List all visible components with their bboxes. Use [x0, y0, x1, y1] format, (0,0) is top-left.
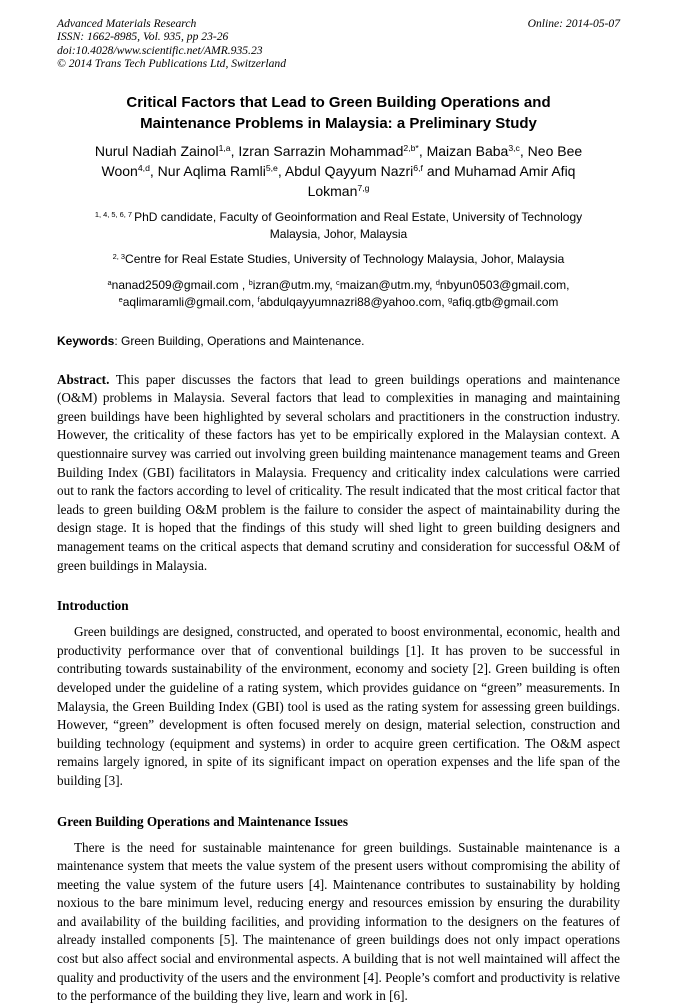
- publication-info: [57, 17, 286, 71]
- superscript-marker: 1, 4, 5, 6, 7: [94, 209, 135, 219]
- superscript-marker: 3,c: [508, 143, 520, 154]
- keywords-label: Keywords: [57, 333, 115, 348]
- superscript-marker: 2, 3: [112, 251, 126, 261]
- superscript-marker: d: [435, 277, 440, 287]
- paper-title: Critical Factors that Lead to Green Building Operations and Maintenance Problems in Malaysia: a Preliminary Study: [126, 93, 551, 132]
- author-emails: $^a$nanad2509@gmail.com , $^b$izran@utm.my, $^c$maizan@utm.my, $^d$nbyun0503@gmail.com, $^e$aqlimaramli@gmail.com, $^f$abdulqayyumnazri88@yahoo.com, $^g$afiq.gtb@gmail.com: [107, 277, 570, 309]
- superscript-marker: g: [448, 294, 453, 304]
- copyright-line: © 2014 Trans Tech Publications Ltd, Switzerland: [57, 57, 287, 71]
- author-line: Nurul Nadiah Zainol$^{1,a}$, Izran Sarrazin Mohammad$^{2,b*}$, Maizan Baba$^{3,c}$, Neo Bee Woon$^{4,d}$, Nur Aqlima Ramli$^{5,e}$, Abdul Qayyum Nazri$^{6,f}$ and Muhamad Amir Afiq Lokman$^{7,g}$: [94, 142, 583, 199]
- superscript-marker: 1,a: [218, 143, 231, 154]
- superscript-marker: e: [118, 294, 123, 304]
- superscript-marker: a: [107, 277, 112, 287]
- superscript-marker: 5,e: [265, 163, 278, 174]
- affiliation-line-1: $^{1, 4, 5, 6, 7}$ PhD candidate, Faculty of Geoinformation and Real Estate, University of Technology Malaysia, Johor, Malaysia: [94, 209, 583, 241]
- issn-line: ISSN: 1662-8985, Vol. 935, pp 23-26: [57, 30, 229, 44]
- abstract-label: Abstract.: [57, 371, 110, 387]
- publication-header: [57, 17, 620, 71]
- superscript-marker: b: [248, 277, 253, 287]
- journal-name: Advanced Materials Research: [57, 17, 197, 30]
- abstract-text: This paper discusses the factors that lead to green buildings operations and maintenance (O&M) problems in Malaysia. Several factors that lead to complexities in managing and maintaining green buildings have been highlighted by several scholars and practitioners in the construction industry. However, the criticality of these factors has yet to be empirically explored in the Malaysian context. A questionnaire survey was carried out involving green building maintenance management teams and Green Building Index (GBI) facilitators in Malaysia. Frequency and criticality index calculations were carried out to rank the factors according to level of criticality. The result indicated that the most critical factor that leads to green building O&M problem is the failure to consider the aspect of maintainability during the design stage. It is hoped that the findings of this study will shed light to green building designers and management teams on the critical aspects that demand scrutiny and consideration for successful O&M of green buildings in Malaysia.: [57, 371, 620, 573]
- introduction-paragraph: Green buildings are designed, constructed, and operated to boost environmental, economic, health and productivity performance over that of conventional buildings [1]. It has proven to be successful in contributing towards sustainability of the environment, economy and society [2]. Green building is often developed under the guideline of a rating system, which provides guidance on “green” measurements. In Malaysia, the Green Building Index (GBI) tool is used as the rating system for assessing green buildings. However, “green” development is often focused merely on design, material selection, construction and building technology (equipment and systems) in order to acquire green certification. The O&M aspect remains largely ignored, in spite of its significant impact on operation expenses and the life span of the building [3].: [57, 624, 620, 788]
- green-building-issues-paragraph: There is the need for sustainable maintenance for green buildings. Sustainable maintenance is a maintenance system that meets the value system of the present users without compromising the ability of meeting the value system of the future users [4]. Maintenance contributes to sustainability by holding noxious to the bare minimum level, reducing energy and resources emission by ensuring the durability and availability of the building facilities, and providing information to the designers on the features of already installed components [5]. The maintenance of green buildings does not only impact operations cost but also affect social and environmental aspects. A building that is not well maintained will affect the quality and productivity of the users and the environment [4]. People’s comfort and productivity is relative to the performance of the building they live, learn and work in [6].: [57, 839, 620, 1004]
- online-date: Online: 2014-05-07: [527, 17, 620, 30]
- affiliation-line-2: $^{2, 3}$Centre for Real Estate Studies, University of Technology Malaysia, Johor, Malaysia: [112, 251, 565, 266]
- superscript-marker: 2,b*: [403, 143, 419, 154]
- superscript-marker: 4,d: [137, 163, 150, 174]
- abstract-paragraph: [57, 371, 620, 576]
- section-heading-introduction: Introduction: [57, 598, 129, 614]
- keywords-text: : Green Building, Operations and Maintenance.: [114, 333, 365, 348]
- doi-line: doi:10.4028/www.scientific.net/AMR.935.23: [57, 43, 263, 57]
- superscript-marker: f: [257, 294, 260, 304]
- superscript-marker: 7,g: [357, 183, 370, 194]
- superscript-marker: c: [336, 277, 340, 287]
- keywords-line: [57, 333, 620, 349]
- superscript-marker: 6,f: [413, 163, 423, 174]
- section-heading-green-building-issues: Green Building Operations and Maintenance Issues: [57, 813, 349, 829]
